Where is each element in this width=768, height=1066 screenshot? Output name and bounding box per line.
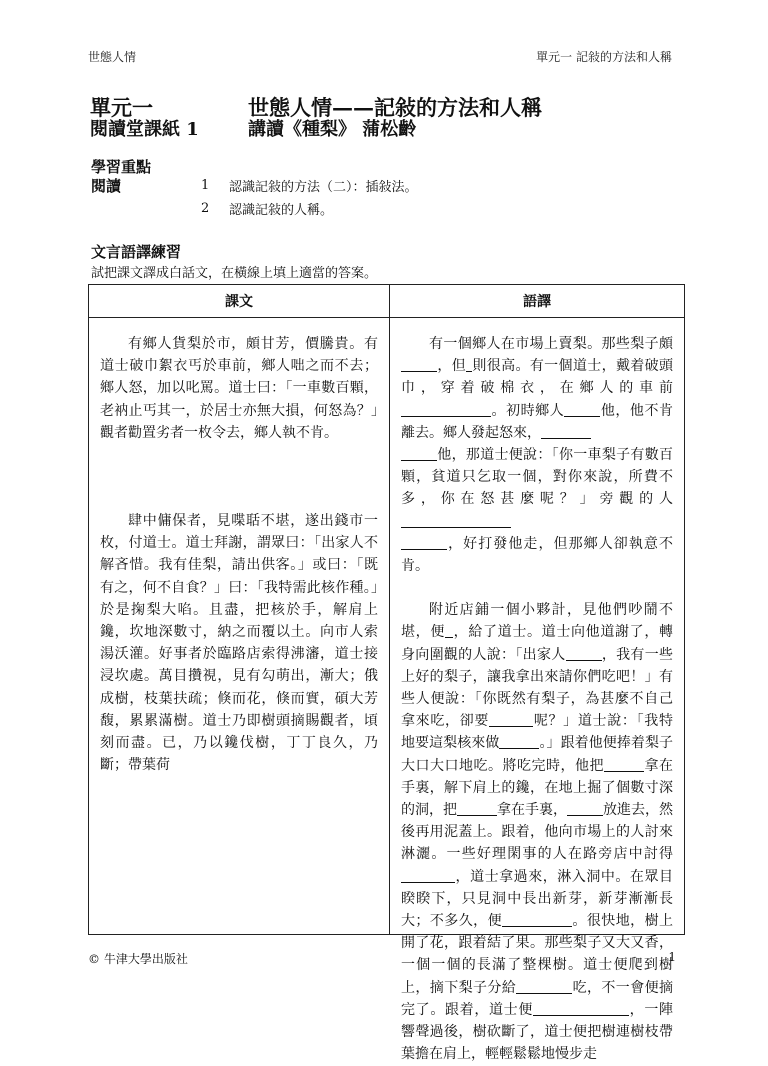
translation-text: 拿在手裏，解下肩上的鑱，在地上掘了個數寸深的洞，把: [401, 757, 673, 819]
worksheet-title: 閱讀堂課紙 1: [90, 119, 199, 140]
answer-blank[interactable]: [502, 912, 572, 927]
translation-paragraph-1: [401, 333, 673, 577]
answer-blank[interactable]: [533, 1001, 629, 1016]
translation-text: 有一個鄉人在市場上賣梨。那些梨子頗: [429, 336, 673, 352]
translation-text: 放進去，然後再用泥蓋上。跟着，他向市場上的人討來淋灑。一些好理閑事的人在路旁店中討得: [401, 802, 673, 863]
objective-text: 認識記敍的方法（二）：插敍法。: [229, 180, 418, 195]
answer-blank[interactable]: [401, 535, 447, 550]
objectives-heading: 學習重點: [91, 158, 152, 176]
translation-text: ，給了道士。道士向他道謝了，轉身向圍觀的人說：「出家人: [401, 624, 673, 663]
original-text-cell: [89, 318, 390, 935]
answer-blank[interactable]: [604, 757, 644, 772]
objective-num: 2: [201, 201, 210, 216]
answer-blank[interactable]: [566, 646, 602, 661]
translation-text: 拿在手裏，: [497, 802, 567, 819]
translation-text: 則很高。有一個道士，戴着破頭巾，穿着破棉衣，在鄉人的車前: [401, 358, 674, 397]
objectives-label: 閱讀: [91, 177, 122, 195]
answer-blank[interactable]: [499, 734, 539, 749]
theme-title: 世態人情——記敍的方法和人稱: [248, 95, 542, 120]
original-paragraph-1: 有鄉人貨梨於市，頗甘芳，價騰貴。有道士破巾絮衣丐於車前，鄉人咄之而不去；鄉人怒，加以叱罵。道士曰：「一車數百顆，老衲止丐其一，於居士亦無大損，何怒為？」觀者勸置劣者一枚令去，鄉人執不肯。: [100, 336, 378, 441]
translation-text: ，好打發他走，但那鄉人卻執意不肯。: [401, 535, 673, 575]
header-left: 世態人情: [88, 50, 137, 64]
answer-blank[interactable]: [401, 402, 491, 417]
translation-text: 他，他不肯離去。鄉人發起怒來，: [401, 402, 674, 441]
translation-text: 呢？」道士說：「我特地要這梨核來做: [401, 713, 673, 752]
unit-title: 單元一: [90, 95, 153, 120]
answer-blank[interactable]: [516, 979, 572, 994]
page-number: 1: [668, 950, 676, 964]
answer-blank[interactable]: [445, 623, 453, 638]
answer-blank[interactable]: [489, 712, 533, 727]
answer-blank[interactable]: [457, 801, 497, 816]
objective-text: 認識記敍的人稱。: [229, 203, 334, 218]
objectives-list: [91, 174, 418, 220]
answer-blank[interactable]: [567, 801, 603, 816]
exercise-heading: 文言語譯練習: [91, 243, 182, 261]
answer-blank[interactable]: [564, 402, 600, 417]
title-block: [90, 96, 542, 140]
exercise-instruction: 試把課文譯成白話文，在橫線上填上適當的答案。: [91, 266, 378, 281]
header-right: 單元一 記敍的方法和人稱: [536, 50, 672, 64]
answer-blank[interactable]: [401, 868, 455, 883]
translation-text: ，一陣響聲過後，樹砍斷了，道士便把樹連樹枝帶葉擔在肩上，輕輕鬆鬆地慢步走: [401, 1001, 673, 1063]
translation-text: ，道士拿過來，淋入洞中。在眾目睽睽下，只見洞中長出新芽，新芽漸漸長大；不多久，便: [401, 868, 673, 930]
translation-cell: [390, 318, 685, 1063]
translation-paragraph-2: [401, 599, 673, 1065]
objective-num: 1: [201, 178, 210, 193]
translation-text: 吃，不一會便摘完了。跟着，道士便: [401, 979, 674, 1018]
translation-text: ，但: [437, 358, 467, 375]
translation-text: ，我有一些上好的梨子，讓我拿出來請你們吃吧！」有些人便說：「你既然有梨子，為甚麼不自己拿來吃，卻要: [401, 646, 674, 730]
answer-blank[interactable]: [541, 424, 591, 439]
translation-text: 附近店鋪一個小夥計，見他們吵鬧不堪，便: [401, 602, 673, 641]
answer-blank[interactable]: [401, 357, 437, 372]
translation-text: 。初時鄉人: [491, 402, 565, 419]
translation-text: 。」跟着他便捧着梨子大口大口地吃。將吃完時，他把: [401, 735, 674, 774]
reading-title: 講讀《種梨》 蒲松齡: [248, 119, 417, 140]
col-header-original: 課文: [89, 285, 390, 318]
answer-blank[interactable]: [401, 513, 511, 528]
answer-blank[interactable]: [401, 446, 437, 461]
translation-text: 他，那道士便說：「你一車梨子有數百顆，貧道只乞取一個，對你來說，所費不多，你在怒甚麼呢？」旁觀的人: [401, 447, 673, 508]
col-header-translation: 語譯: [390, 285, 685, 318]
translation-text: 。很快地，樹上開了花，跟着結了果。那些梨子又大又香，一個一個的長滿了整棵樹。道士便爬到樹上，摘下梨子分給: [401, 913, 673, 996]
publisher-credit: © 牛津大學出版社: [88, 952, 188, 966]
original-paragraph-2: 肆中傭保者，見喋聒不堪，遂出錢市一枚，付道士。道士拜謝，謂眾曰：「出家人不解吝惜。我有佳梨，請出供客。」或曰：「既有之，何不自食？」曰：「我特需此核作種。」於是掬梨大啗。且盡，把核於手，解肩上鑱，坎地深數寸，納之而覆以土。向市人索湯沃灌。好事者於臨路店索得沸瀋，道士接浸坎處。萬目攢視，見有勾萌出，漸大；俄成樹，枝葉扶疏；倏而花，倏而實，碩大芳馥，累累滿樹。道士乃即樹頭摘賜觀者，頃刻而盡。已，乃以鑱伐樹，丁丁良久，乃斷；帶葉荷: [100, 513, 378, 774]
